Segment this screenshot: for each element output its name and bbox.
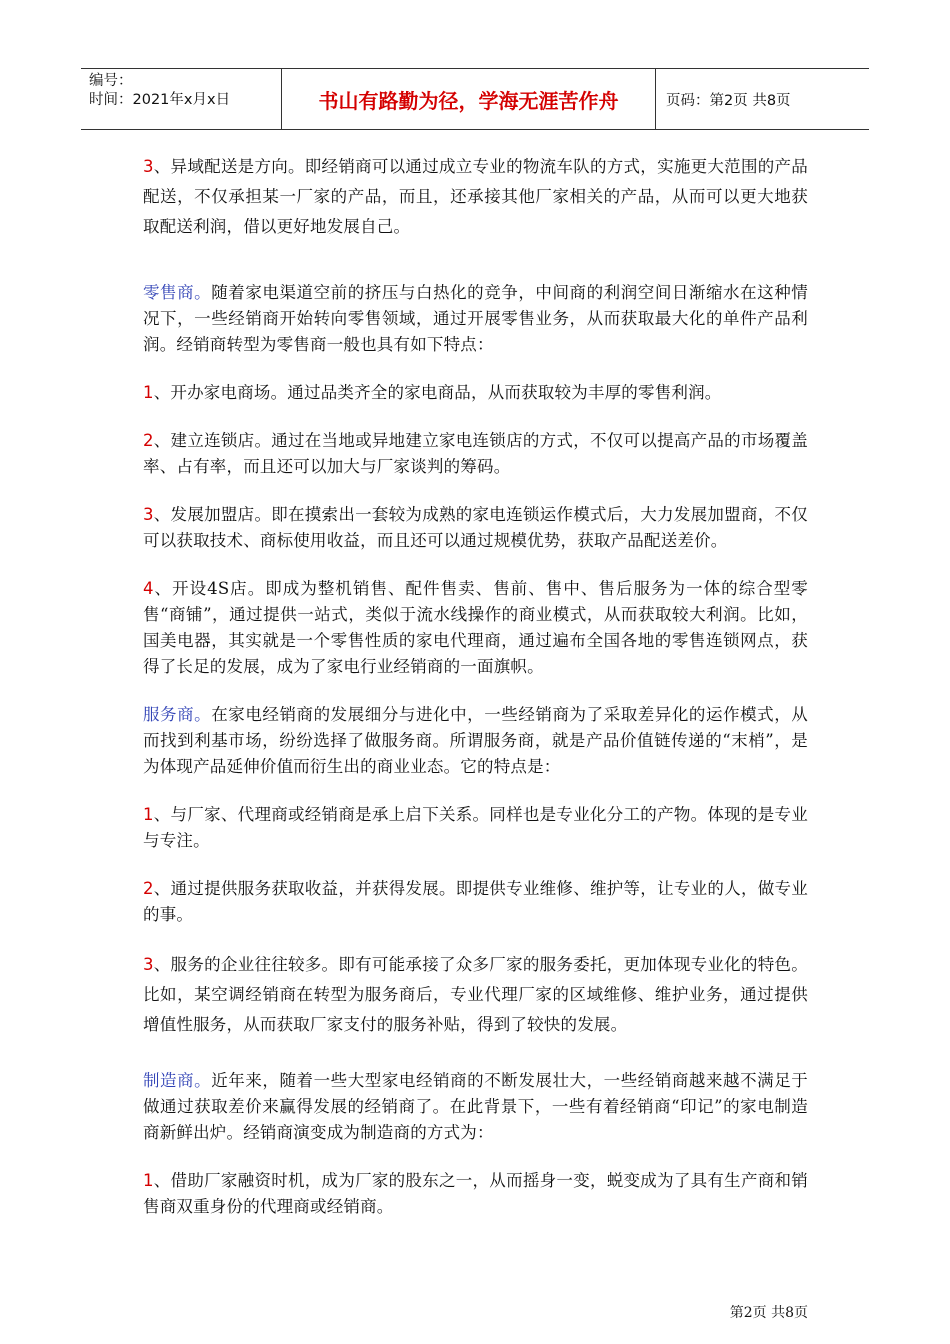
time-label: 时间：2021年x月x日	[89, 92, 231, 108]
header-page-label: 页码：第2页 共8页	[666, 92, 791, 109]
paragraph: 3、服务的企业往往较多。即有可能承接了众多厂家的服务委托，更加体现专业化的特色。比如，某空调经销商在转型为服务商后，专业代理厂家的区域维修、维护业务，通过提供增值性服务，从而获取厂家支付的服务补贴，得到了较快的发展。	[143, 955, 808, 1034]
page-footer: 第2页 共8页	[729, 1305, 808, 1321]
paragraph: 2、通过提供服务获取收益，并获得发展。即提供专业维修、维护等，让专业的人，做专业的事。	[143, 879, 808, 924]
paragraph: 制造商。近年来，随着一些大型家电经销商的不断发展壮大，一些经销商越来越不满足于做通过获取差价来赢得发展的经销商了。在此背景下，一些有着经销商“印记”的家电制造商新鲜出炉。经销商演变成为制造商的方式为：	[143, 1071, 808, 1142]
paragraph: 1、与厂家、代理商或经销商是承上启下关系。同样也是专业化分工的产物。体现的是专业与专注。	[143, 805, 808, 850]
page-header	[81, 68, 869, 130]
paragraph: 零售商。随着家电渠道空前的挤压与白热化的竞争，中间商的利润空间日渐缩水在这种情况下，一些经销商开始转向零售领域，通过开展零售业务，从而获取最大化的单件产品利润。经销商转型为零售商一般也具有如下特点：	[143, 283, 808, 354]
paragraph: 1、借助厂家融资时机，成为厂家的股东之一，从而摇身一变，蜕变成为了具有生产商和销售商双重身份的代理商或经销商。	[143, 1171, 808, 1216]
serial-label: 编号：	[89, 73, 133, 89]
section-heading: 制造商。	[143, 1071, 212, 1090]
section-heading: 零售商。	[143, 283, 212, 302]
document-body	[143, 152, 808, 1220]
paragraph: 4、开设4S店。即成为整机销售、配件售卖、售前、售中、售后服务为一体的综合型零售“商铺”，通过提供一站式，类似于流水线操作的商业模式，从而获取较大利润。比如，国美电器，其实就是一个零售性质的家电代理商，通过遍布全国各地的零售连锁网点，获得了长足的发展，成为了家电行业经销商的一面旗帜。	[143, 579, 808, 676]
paragraph: 3、异域配送是方向。即经销商可以通过成立专业的物流车队的方式，实施更大范围的产品配送，不仅承担某一厂家的产品，而且，还承接其他厂家相关的产品，从而可以更大地获取配送利润，借以更好地发展自己。	[143, 157, 808, 236]
paragraph: 3、发展加盟店。即在摸索出一套较为成熟的家电连锁运作模式后，大力发展加盟商，不仅可以获取技术、商标使用收益，而且还可以通过规模优势，获取产品配送差价。	[143, 505, 808, 550]
paragraph: 2、建立连锁店。通过在当地或异地建立家电连锁店的方式，不仅可以提高产品的市场覆盖率、占有率，而且还可以加大与厂家谈判的筹码。	[143, 431, 808, 476]
header-info-cell	[81, 69, 282, 129]
paragraph: 1、开办家电商场。通过品类齐全的家电商品，从而获取较为丰厚的零售利润。	[143, 383, 722, 402]
header-motto: 书山有路勤为径，学海无涯苦作舟	[282, 69, 656, 129]
section-heading: 服务商。	[143, 705, 212, 724]
paragraph: 服务商。在家电经销商的发展细分与进化中，一些经销商为了采取差异化的运作模式，从而找到利基市场，纷纷选择了做服务商。所谓服务商，就是产品价值链传递的“末梢”，是为体现产品延伸价值而衍生出的商业业态。它的特点是：	[143, 705, 808, 776]
